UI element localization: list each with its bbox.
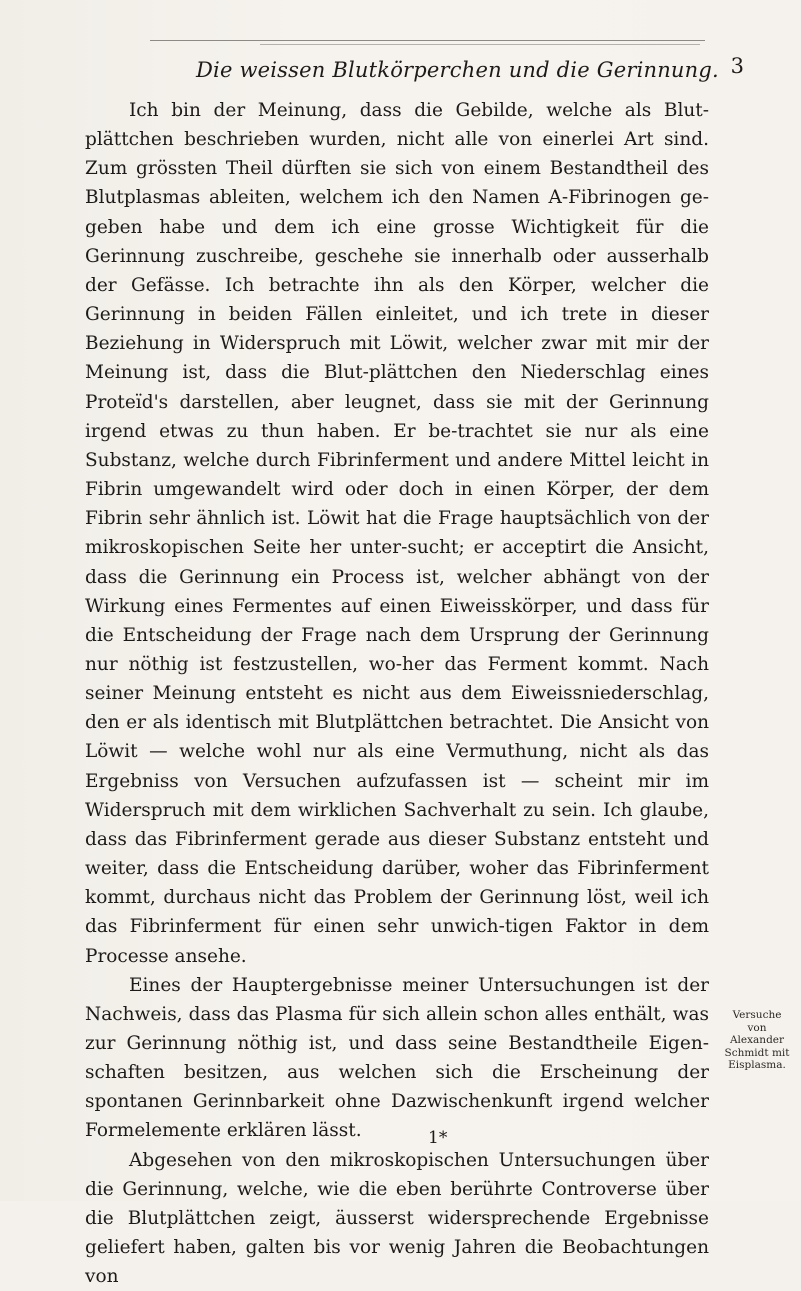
header-rule-secondary [260, 44, 700, 45]
marginal-note [720, 1009, 794, 1072]
marginal-note-line: Alexander [729, 1034, 785, 1046]
marginal-note-line: Schmidt mit [724, 1046, 790, 1059]
paragraph-2: Eines der Hauptergebnisse meiner Untersuchungen ist der Nachweis, dass das Plasma für sich allein schon alles enthält, was zur Gerinnung nöthig ist, und dass seine Bestandtheile Eigen-schaften besitzen, aus welchen sich die Erscheinung der spontanen Gerinnbarkeit ohne Dazwischenkunft irgend welcher Formelemente erklären lässt. [85, 974, 709, 1142]
header-rule [150, 40, 705, 41]
marginal-note-line: Eisplasma. [728, 1059, 786, 1071]
header-title: Die weissen Blutkörperchen und die Gerinnung. [196, 58, 719, 82]
paragraph-3: Abgesehen von den mikroskopischen Untersuchungen über die Gerinnung, welche, wie die eben berührte Controverse über die Blutplättchen zeigt, äusserst widersprechende Ergebnisse geliefert haben, galten bis vor wenig Jahren die Beobachtungen von [85, 1149, 709, 1288]
page-number: 3 [730, 54, 744, 78]
marginal-note-line: von [747, 1021, 767, 1034]
marginal-note-line: Versuche [732, 1009, 782, 1021]
signature-mark: 1* [428, 1128, 448, 1148]
paragraph-1: Ich bin der Meinung, dass die Gebilde, welche als Blut-plättchen beschrieben wurden, nicht alle von einerlei Art sind. Zum grössten Theil dürften sie sich von einem Bestandtheil des Blutplasmas ableiten, welchem ich den Namen A-Fibrinogen ge-geben habe und dem ich eine grosse Wichtigkeit für die Gerinnung zuschreibe, geschehe sie innerhalb oder ausserhalb der Gefässe. Ich betrachte ihn als den Körper, welcher die Gerinnung in beiden Fällen einleitet, und ich trete in dieser Beziehung in Widerspruch mit Löwit, welcher zwar mit mir der Meinung ist, dass die Blut-plättchen den Niederschlag eines Proteïd's darstellen, aber leugnet, dass sie mit der Gerinnung irgend etwas zu thun haben. Er be-trachtet sie nur als eine Substanz, welche durch Fibrinferment und andere Mittel leicht in Fibrin umgewandelt wird oder doch in einen Körper, der dem Fibrin sehr ähnlich ist. Löwit hat die Frage hauptsächlich von der mikroskopischen Seite her unter-sucht; er acceptirt die Ansicht, dass die Gerinnung ein Process ist, welcher abhängt von der Wirkung eines Fermentes auf einen Eiweisskörper, und dass für die Entscheidung der Frage nach dem Ursprung der Gerinnung nur nöthig ist festzustellen, wo-her das Ferment kommt. Nach seiner Meinung entsteht es nicht aus dem Eiweissniederschlag, den er als identisch mit Blutplättchen betrachtet. Die Ansicht von Löwit — welche wohl nur als eine Vermuthung, nicht als das Ergebniss von Versuchen aufzufassen ist — scheint mir im Widerspruch mit dem wirklichen Sachverhalt zu sein. Ich glaube, dass das Fibrinferment gerade aus dieser Substanz entsteht und weiter, dass die Entscheidung darüber, woher das Fibrinferment kommt, durchaus nicht das Problem der Gerinnung löst, weil ich das Fibrinferment für einen sehr unwich-tigen Faktor in dem Processe ansehe. [85, 100, 709, 967]
running-header [196, 54, 744, 94]
body-text [85, 96, 709, 1291]
